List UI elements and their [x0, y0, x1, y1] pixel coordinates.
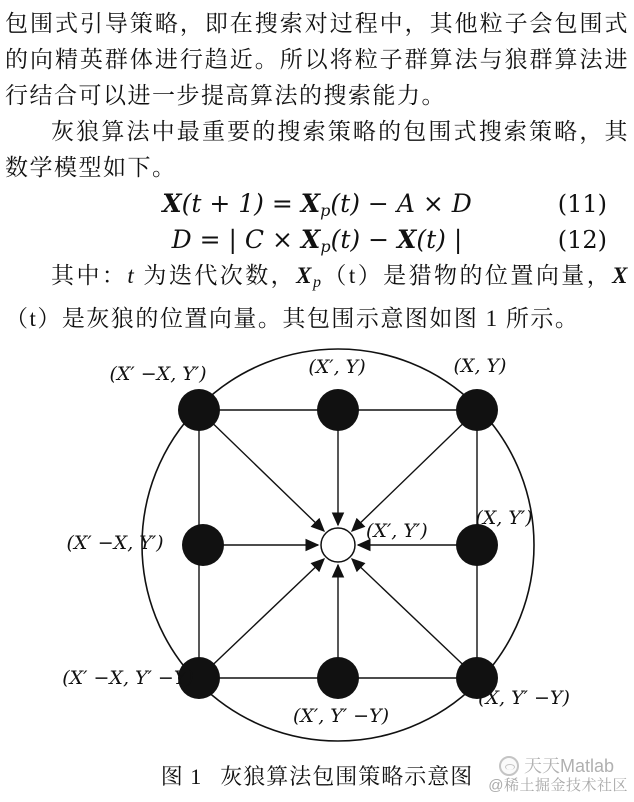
watermark-line1: [488, 756, 614, 777]
wolf-node: [317, 389, 359, 431]
watermark-logo-icon: [499, 756, 519, 776]
wolf-node: [182, 524, 224, 566]
paragraph-1: 包围式引导策略，即在搜索对过程中，其他粒子会包围式的向精英群体进行趋近。所以将粒子群算法与狼群算法进行结合可以进一步提高算法的搜索能力。: [5, 11, 629, 108]
equation-12: [5, 222, 629, 258]
caption-title: 灰狼算法包围策略示意图: [220, 764, 474, 789]
watermark-title: 天天Matlab: [523, 756, 614, 777]
node-label-top-mid: (X′, Y): [308, 356, 366, 378]
node-label-mid-left: (X′ −X, Y′): [66, 532, 164, 554]
node-label-bottom-left: (X′ −X, Y′ −Y): [62, 667, 194, 689]
encircle-diagram: [0, 347, 634, 759]
equation-11: [5, 186, 629, 222]
wolf-node: [178, 389, 220, 431]
node-label-top-right: (X, Y): [453, 355, 507, 377]
paragraph-2: 灰狼算法中最重要的搜索策略的包围式搜索策略，其数学模型如下。: [5, 119, 629, 180]
node-label-bottom-right: (X, Y′ −Y): [478, 687, 570, 709]
equation-11-body: X(t + 1) = Xp(t) − A × D: [162, 189, 472, 220]
equation-12-body: D = | C × Xp(t) − X(t) |: [171, 225, 463, 256]
node-label-mid-right: (X, Y′): [475, 507, 533, 529]
node-label-bottom-mid: (X′, Y′ −Y): [292, 705, 390, 727]
equation-12-number: (12): [557, 226, 607, 254]
prey-node: [321, 528, 355, 562]
node-label-center: (X′, Y′): [366, 520, 428, 542]
wolf-node: [456, 524, 498, 566]
wolf-node: [317, 657, 359, 699]
wolf-node: [456, 389, 498, 431]
body-text: [0, 0, 634, 337]
node-label-top-left: (X′ −X, Y′): [109, 363, 207, 385]
caption-label: 图 1: [160, 764, 203, 789]
watermark-subtitle: @稀土掘金技术社区: [488, 776, 628, 794]
watermark: [488, 756, 628, 794]
figure-1: [0, 347, 634, 791]
equation-11-number: (11): [557, 190, 607, 218]
paragraph-3: 其中：t 为迭代次数，Xp（t）是猎物的位置向量，X（t）是灰狼的位置向量。其包围示意图如图 1 所示。: [5, 263, 630, 331]
